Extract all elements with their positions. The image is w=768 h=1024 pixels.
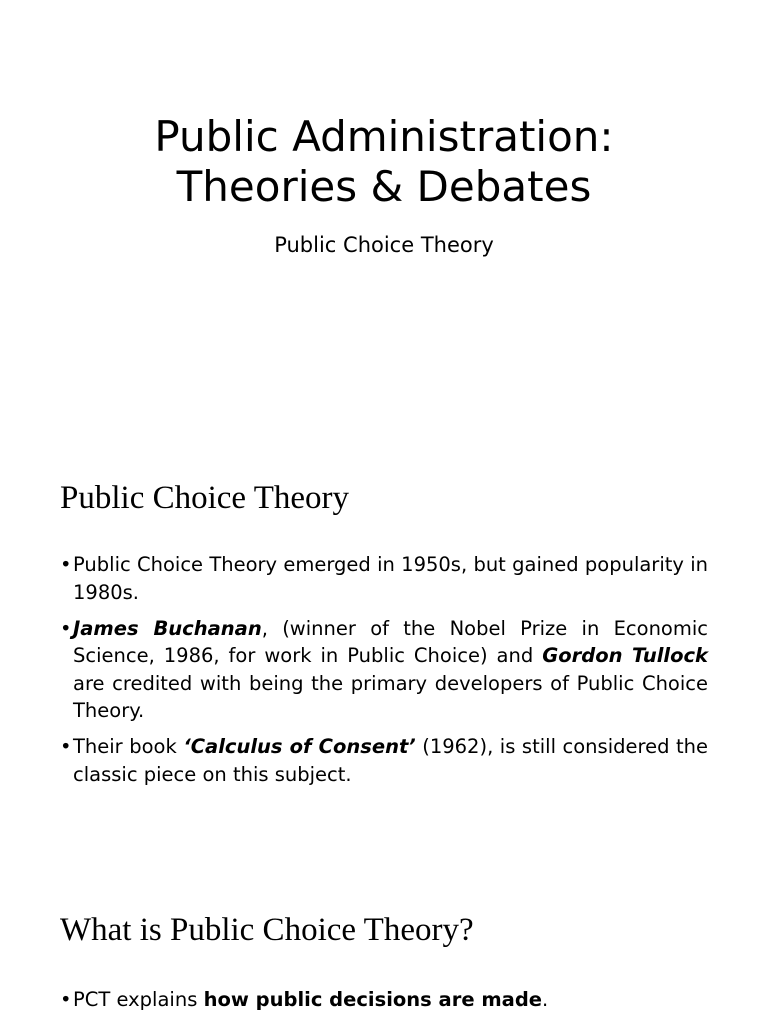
- bullet-icon: •: [60, 553, 72, 576]
- bullet-item: [60, 733, 708, 788]
- bullet-icon: •: [60, 988, 72, 1011]
- bullet-text: .: [542, 988, 549, 1011]
- bullet-list: [60, 986, 708, 1022]
- bullet-emphasis: how public decisions are made: [203, 988, 543, 1011]
- person-name-tullock: Gordon Tullock: [542, 644, 708, 667]
- bullet-text: Their book: [73, 735, 184, 758]
- bullet-text: are credited with being the primary developers of Public Choice Theory.: [73, 671, 708, 722]
- slide-heading: What is Public Choice Theory?: [60, 912, 474, 948]
- bullet-icon: •: [60, 735, 72, 758]
- presentation-subtitle: Public Choice Theory: [274, 233, 494, 257]
- presentation-title-line-1: Public Administration:: [154, 112, 614, 161]
- title-slide: [0, 0, 768, 432]
- bullet-list: [60, 551, 708, 797]
- book-title: ‘Calculus of Consent’: [183, 735, 416, 758]
- bullet-item: [60, 551, 708, 606]
- person-name-buchanan: James Buchanan: [73, 616, 262, 640]
- presentation-title-line-2: Theories & Debates: [176, 162, 592, 211]
- bullet-text: PCT explains: [73, 988, 204, 1011]
- bullet-text: , (winner of the Nobel Prize in Economic Science, 1986, for work in Public Choice) and: [73, 616, 708, 667]
- bullet-icon: •: [60, 616, 72, 640]
- bullet-text: Public Choice Theory emerged in 1950s, but gained popularity in 1980s.: [73, 553, 708, 604]
- slide-heading: Public Choice Theory: [60, 480, 350, 516]
- bullet-item: [60, 615, 708, 725]
- bullet-text: (1962), is still considered the classic piece on this subject.: [73, 735, 708, 786]
- bullet-item: [60, 986, 708, 1014]
- presentation-title: [0, 112, 768, 212]
